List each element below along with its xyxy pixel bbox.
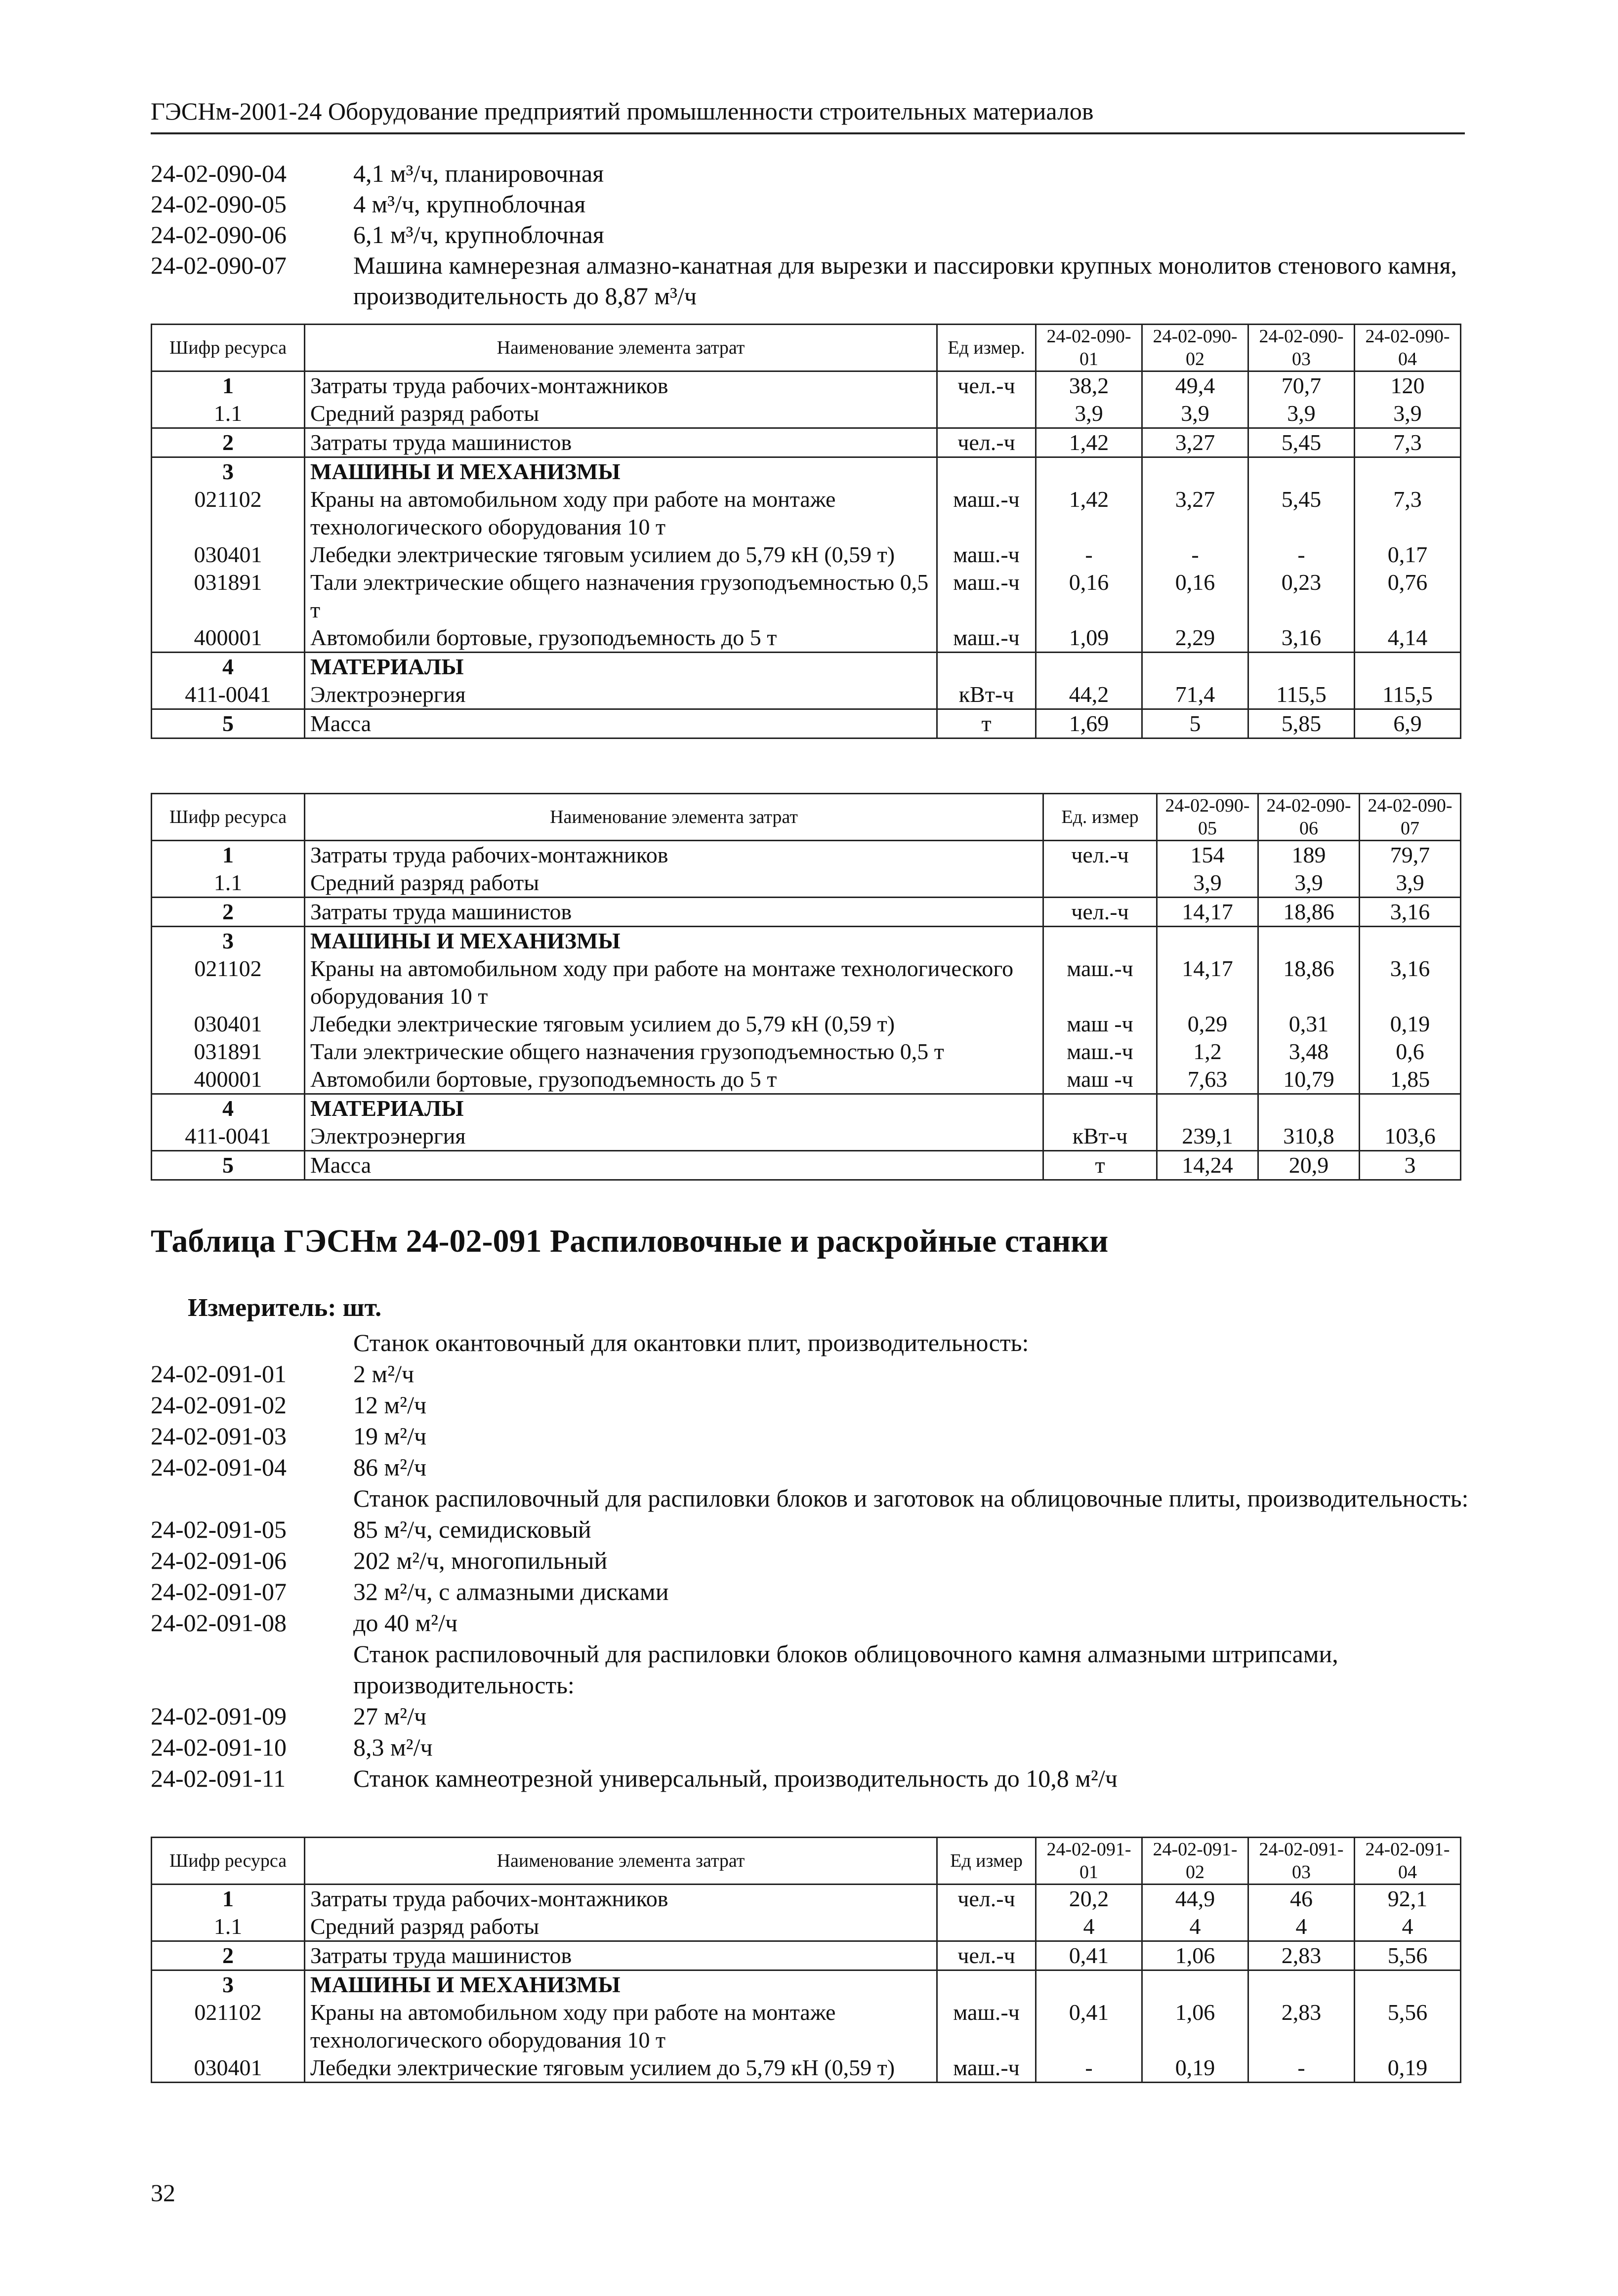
cell: 7,3: [1355, 428, 1461, 457]
cell: 92,1: [1355, 1885, 1461, 1913]
cell: Электроэнергия: [305, 681, 937, 709]
cell: 44,9: [1142, 1885, 1248, 1913]
cell: [1043, 1094, 1157, 1123]
cell: 1.1: [152, 1913, 305, 1941]
table-row: [152, 898, 1461, 927]
cell: 3,9: [1157, 869, 1258, 898]
list-item: [151, 1701, 1475, 1732]
table-row: [152, 1066, 1461, 1094]
table-row: [152, 486, 1461, 541]
cell: маш.-ч: [937, 486, 1036, 541]
section-heading: МАТЕРИАЛЫ: [305, 1094, 1043, 1123]
cell: Средний разряд работы: [305, 869, 1043, 898]
cell: 120: [1355, 371, 1461, 400]
cell: маш.-ч: [1043, 1038, 1157, 1066]
list-item: [151, 1763, 1475, 1794]
list-item: [151, 1327, 1475, 1358]
cell: 115,5: [1355, 681, 1461, 709]
cell: Масса: [305, 1151, 1043, 1180]
item-code: 24-02-091-03: [151, 1422, 287, 1450]
cell: 18,86: [1258, 955, 1360, 1010]
list-item: [151, 1452, 1475, 1483]
cell: 0,16: [1142, 569, 1248, 624]
column-header: Ед. измер: [1043, 794, 1157, 841]
cell: 3,9: [1258, 869, 1360, 898]
list-item: [151, 1576, 1475, 1607]
table-row: [152, 1038, 1461, 1066]
cell: Затраты труда машинистов: [305, 1941, 937, 1970]
column-header: Наименование элемента затрат: [305, 794, 1043, 841]
cell: маш.-ч: [937, 624, 1036, 653]
cell: 3,16: [1360, 955, 1461, 1010]
table-title: Таблица ГЭСНм 24-02-091 Распиловочные и раскройные станки: [151, 1223, 1109, 1259]
cell: 030401: [152, 2054, 305, 2083]
cell: 0,29: [1157, 1010, 1258, 1038]
cell: Масса: [305, 709, 937, 738]
column-header: Наименование элемента затрат: [305, 1838, 937, 1885]
table-row: [152, 457, 1461, 486]
cell: кВт-ч: [937, 681, 1036, 709]
table-row: [152, 400, 1461, 428]
cell: 189: [1258, 841, 1360, 869]
cell: 2: [152, 1941, 305, 1970]
cell: [1142, 1970, 1248, 1999]
cell: -: [1248, 541, 1355, 569]
cell: 400001: [152, 624, 305, 653]
cell: Затраты труда машинистов: [305, 428, 937, 457]
table-header-row: [152, 1838, 1461, 1885]
item-description: Станок распиловочный для распиловки блоков облицовочного камня алмазными штрипсами, производительность:: [353, 1640, 1338, 1699]
cell: 3,27: [1142, 428, 1248, 457]
list-item: [151, 1514, 1475, 1545]
column-header: 24-02-090-02: [1142, 325, 1248, 371]
list-item: [151, 1421, 1475, 1452]
cell: 4: [1142, 1913, 1248, 1941]
cell: 4,14: [1355, 624, 1461, 653]
cell: маш.-ч: [1043, 955, 1157, 1010]
cell: 5,45: [1248, 428, 1355, 457]
item-code: 24-02-091-10: [151, 1733, 287, 1761]
column-header: 24-02-090-05: [1157, 794, 1258, 841]
cell: 103,6: [1360, 1122, 1461, 1151]
cell: маш -ч: [1043, 1066, 1157, 1094]
cell: [1355, 1970, 1461, 1999]
cell: -: [1142, 541, 1248, 569]
section-heading: МАШИНЫ И МЕХАНИЗМЫ: [305, 1970, 937, 1999]
table-row: [152, 1151, 1461, 1180]
cell: 0,76: [1355, 569, 1461, 624]
table-row: [152, 2054, 1461, 2083]
list-item: [151, 219, 1475, 250]
cell: 0,19: [1355, 2054, 1461, 2083]
resource-table-3: [151, 1837, 1461, 2083]
resource-table-1: [151, 324, 1461, 739]
item-code: 24-02-091-02: [151, 1391, 287, 1419]
cell: 2,83: [1248, 1999, 1355, 2054]
cell: чел.-ч: [1043, 841, 1157, 869]
item-description: 12 м²/ч: [353, 1391, 427, 1419]
cell: 4: [1248, 1913, 1355, 1941]
list-item: [151, 158, 1475, 189]
table-header-row: [152, 794, 1461, 841]
cell: 400001: [152, 1066, 305, 1094]
cell: 1,42: [1036, 428, 1142, 457]
cell: 021102: [152, 1999, 305, 2054]
item-code: [151, 1483, 353, 1514]
cell: 3,9: [1355, 400, 1461, 428]
table-row: [152, 1885, 1461, 1913]
cell: [1142, 457, 1248, 486]
cell: 4: [152, 653, 305, 681]
cell: 20,2: [1036, 1885, 1142, 1913]
table-row: [152, 869, 1461, 898]
cell: [1036, 1970, 1142, 1999]
item-code: 24-02-091-04: [151, 1453, 287, 1481]
cell: чел.-ч: [937, 1885, 1036, 1913]
cell: 2: [152, 898, 305, 927]
column-header: Шифр ресурса: [152, 1838, 305, 1885]
cell: 1,06: [1142, 1941, 1248, 1970]
cell: 5,56: [1355, 1941, 1461, 1970]
cell: 1: [152, 841, 305, 869]
list-item: [151, 1607, 1475, 1639]
item-code: 24-02-090-07: [151, 251, 287, 279]
cell: Автомобили бортовые, грузоподъемность до 5 т: [305, 624, 937, 653]
item-description: 6,1 м³/ч, крупноблочная: [353, 221, 604, 248]
cell: [1142, 653, 1248, 681]
item-description: Станок окантовочный для окантовки плит, производительность:: [353, 1329, 1029, 1356]
cell: 5,45: [1248, 486, 1355, 541]
cell: 1,2: [1157, 1038, 1258, 1066]
cell: 1,69: [1036, 709, 1142, 738]
list-item: [151, 1390, 1475, 1421]
cell: 7,63: [1157, 1066, 1258, 1094]
table-row: [152, 1010, 1461, 1038]
cell: 3: [152, 927, 305, 955]
section-heading: МАШИНЫ И МЕХАНИЗМЫ: [305, 457, 937, 486]
list-item: [151, 189, 1475, 219]
table-row: [152, 709, 1461, 738]
item-description: 85 м²/ч, семидисковый: [353, 1516, 591, 1543]
cell: маш.-ч: [937, 541, 1036, 569]
cell: [937, 653, 1036, 681]
code-list-090: [151, 158, 1475, 311]
cell: -: [1036, 2054, 1142, 2083]
cell: -: [1248, 2054, 1355, 2083]
column-header: 24-02-090-06: [1258, 794, 1360, 841]
item-code: 24-02-091-05: [151, 1516, 287, 1543]
cell: 14,17: [1157, 955, 1258, 1010]
list-item: [151, 250, 1475, 311]
cell: 6,9: [1355, 709, 1461, 738]
cell: 7,3: [1355, 486, 1461, 541]
cell: 3,27: [1142, 486, 1248, 541]
table-row: [152, 1094, 1461, 1123]
cell: 031891: [152, 569, 305, 624]
table-row: [152, 541, 1461, 569]
cell: 4: [1355, 1913, 1461, 1941]
cell: [1036, 457, 1142, 486]
column-header: 24-02-091-02: [1142, 1838, 1248, 1885]
cell: 5: [152, 709, 305, 738]
cell: Электроэнергия: [305, 1122, 1043, 1151]
cell: 5: [1142, 709, 1248, 738]
cell: 021102: [152, 486, 305, 541]
cell: т: [1043, 1151, 1157, 1180]
table-row: [152, 1999, 1461, 2054]
item-description: 27 м²/ч: [353, 1702, 427, 1730]
cell: [1355, 457, 1461, 486]
cell: 310,8: [1258, 1122, 1360, 1151]
section-heading: МАШИНЫ И МЕХАНИЗМЫ: [305, 927, 1043, 955]
cell: [937, 1970, 1036, 1999]
cell: 1: [152, 371, 305, 400]
cell: 49,4: [1142, 371, 1248, 400]
code-list-091: [151, 1327, 1475, 1794]
list-item: [151, 1483, 1475, 1514]
table-row: [152, 1941, 1461, 1970]
cell: 031891: [152, 1038, 305, 1066]
table-row: [152, 927, 1461, 955]
cell: 3,16: [1360, 898, 1461, 927]
column-header: 24-02-090-01: [1036, 325, 1142, 371]
item-description: до 40 м²/ч: [353, 1609, 458, 1637]
cell: 0,41: [1036, 1999, 1142, 2054]
table-row: [152, 841, 1461, 869]
cell: Затраты труда рабочих-монтажников: [305, 841, 1043, 869]
cell: 20,9: [1258, 1151, 1360, 1180]
cell: 3: [152, 457, 305, 486]
cell: чел.-ч: [1043, 898, 1157, 927]
cell: 3,9: [1360, 869, 1461, 898]
cell: [1248, 653, 1355, 681]
item-description: Станок распиловочный для распиловки блоков и заготовок на облицовочные плиты, производительность:: [353, 1484, 1469, 1512]
cell: 239,1: [1157, 1122, 1258, 1151]
item-code: [151, 1639, 353, 1701]
cell: Тали электрические общего назначения грузоподъемностью 0,5 т: [305, 1038, 1043, 1066]
cell: Затраты труда рабочих-монтажников: [305, 371, 937, 400]
cell: 0,31: [1258, 1010, 1360, 1038]
item-code: [151, 1327, 353, 1358]
table-row: [152, 1122, 1461, 1151]
cell: 2: [152, 428, 305, 457]
cell: кВт-ч: [1043, 1122, 1157, 1151]
item-code: 24-02-090-05: [151, 190, 287, 218]
cell: 0,17: [1355, 541, 1461, 569]
cell: Тали электрические общего назначения грузоподъемностью 0,5 т: [305, 569, 937, 624]
cell: 3,16: [1248, 624, 1355, 653]
column-header: Наименование элемента затрат: [305, 325, 937, 371]
page-header: ГЭСНм-2001-24 Оборудование предприятий промышленности строительных материалов: [151, 97, 1465, 134]
cell: [1355, 653, 1461, 681]
table-row: [152, 1913, 1461, 1941]
cell: [1043, 927, 1157, 955]
item-description: Станок камнеотрезной универсальный, производительность до 10,8 м²/ч: [353, 1764, 1118, 1792]
cell: [1157, 927, 1258, 955]
table-row: [152, 653, 1461, 681]
cell: 79,7: [1360, 841, 1461, 869]
cell: 3,9: [1036, 400, 1142, 428]
table-row: [152, 681, 1461, 709]
cell: 3,9: [1142, 400, 1248, 428]
cell: 46: [1248, 1885, 1355, 1913]
cell: 115,5: [1248, 681, 1355, 709]
cell: [937, 457, 1036, 486]
column-header: 24-02-091-04: [1355, 1838, 1461, 1885]
cell: 18,86: [1258, 898, 1360, 927]
column-header: 24-02-091-01: [1036, 1838, 1142, 1885]
cell: Краны на автомобильном ходу при работе на монтаже технологического оборудования 10 т: [305, 486, 937, 541]
item-code: 24-02-091-08: [151, 1609, 287, 1637]
cell: 0,19: [1142, 2054, 1248, 2083]
cell: 154: [1157, 841, 1258, 869]
cell: Средний разряд работы: [305, 1913, 937, 1941]
cell: 1,42: [1036, 486, 1142, 541]
cell: 411-0041: [152, 1122, 305, 1151]
column-header: 24-02-091-03: [1248, 1838, 1355, 1885]
column-header: Шифр ресурса: [152, 794, 305, 841]
cell: [1248, 1970, 1355, 1999]
cell: 411-0041: [152, 681, 305, 709]
cell: [1258, 927, 1360, 955]
cell: 44,2: [1036, 681, 1142, 709]
column-header: 24-02-090-07: [1360, 794, 1461, 841]
cell: 3: [152, 1970, 305, 1999]
table-row: [152, 371, 1461, 400]
cell: 1,06: [1142, 1999, 1248, 2054]
cell: [1043, 869, 1157, 898]
cell: чел.-ч: [937, 1941, 1036, 1970]
cell: 70,7: [1248, 371, 1355, 400]
cell: Краны на автомобильном ходу при работе на монтаже технологического оборудования 10 т: [305, 955, 1043, 1010]
cell: 1,09: [1036, 624, 1142, 653]
cell: 2,29: [1142, 624, 1248, 653]
table-row: [152, 1970, 1461, 1999]
cell: 030401: [152, 541, 305, 569]
cell: маш -ч: [1043, 1010, 1157, 1038]
column-header: 24-02-090-03: [1248, 325, 1355, 371]
cell: Затраты труда машинистов: [305, 898, 1043, 927]
list-item: [151, 1358, 1475, 1390]
cell: [1036, 653, 1142, 681]
cell: маш.-ч: [937, 1999, 1036, 2054]
cell: 3,9: [1248, 400, 1355, 428]
cell: 14,17: [1157, 898, 1258, 927]
cell: 5,85: [1248, 709, 1355, 738]
cell: Автомобили бортовые, грузоподъемность до 5 т: [305, 1066, 1043, 1094]
cell: 4: [1036, 1913, 1142, 1941]
cell: 38,2: [1036, 371, 1142, 400]
cell: [1248, 457, 1355, 486]
column-header: Ед измер: [937, 1838, 1036, 1885]
item-description: 8,3 м²/ч: [353, 1733, 433, 1761]
cell: 0,41: [1036, 1941, 1142, 1970]
cell: 0,23: [1248, 569, 1355, 624]
cell: Лебедки электрические тяговым усилием до 5,79 кН (0,59 т): [305, 541, 937, 569]
list-item: [151, 1732, 1475, 1763]
cell: Лебедки электрические тяговым усилием до 5,79 кН (0,59 т): [305, 1010, 1043, 1038]
cell: 71,4: [1142, 681, 1248, 709]
cell: [937, 1913, 1036, 1941]
cell: маш.-ч: [937, 569, 1036, 624]
cell: 1.1: [152, 400, 305, 428]
column-header: 24-02-090-04: [1355, 325, 1461, 371]
cell: [937, 400, 1036, 428]
cell: Лебедки электрические тяговым усилием до 5,79 кН (0,59 т): [305, 2054, 937, 2083]
cell: 030401: [152, 1010, 305, 1038]
cell: 0,19: [1360, 1010, 1461, 1038]
cell: Средний разряд работы: [305, 400, 937, 428]
item-code: 24-02-090-06: [151, 221, 287, 248]
list-item: [151, 1639, 1475, 1701]
cell: т: [937, 709, 1036, 738]
list-item: [151, 1545, 1475, 1576]
item-description: 4,1 м³/ч, планировочная: [353, 160, 604, 187]
item-description: 32 м²/ч, с алмазными дисками: [353, 1578, 669, 1605]
cell: Затраты труда рабочих-монтажников: [305, 1885, 937, 1913]
item-description: 202 м²/ч, многопильный: [353, 1547, 608, 1574]
table-row: [152, 428, 1461, 457]
item-description: 2 м²/ч: [353, 1360, 415, 1388]
item-code: 24-02-091-09: [151, 1702, 287, 1730]
cell: маш.-ч: [937, 2054, 1036, 2083]
resource-table-2: [151, 793, 1461, 1181]
column-header: Ед измер.: [937, 325, 1036, 371]
section-heading: МАТЕРИАЛЫ: [305, 653, 937, 681]
cell: 10,79: [1258, 1066, 1360, 1094]
item-code: 24-02-090-04: [151, 160, 287, 187]
table-row: [152, 569, 1461, 624]
cell: 1,85: [1360, 1066, 1461, 1094]
cell: 1.1: [152, 869, 305, 898]
item-description: Машина камнерезная алмазно-канатная для вырезки и пассировки крупных монолитов стенового камня, производительность до 8,87 м³/ч: [353, 251, 1457, 310]
table-row: [152, 624, 1461, 653]
cell: 5,56: [1355, 1999, 1461, 2054]
cell: 14,24: [1157, 1151, 1258, 1180]
cell: 0,16: [1036, 569, 1142, 624]
item-code: 24-02-091-01: [151, 1360, 287, 1388]
cell: [1258, 1094, 1360, 1123]
cell: чел.-ч: [937, 428, 1036, 457]
cell: чел.-ч: [937, 371, 1036, 400]
page-number: 32: [151, 2179, 175, 2207]
table-header-row: [152, 325, 1461, 371]
cell: [1360, 1094, 1461, 1123]
item-code: 24-02-091-11: [151, 1764, 286, 1792]
item-description: 86 м²/ч: [353, 1453, 427, 1481]
meter-label: Измеритель: шт.: [188, 1294, 382, 1322]
cell: 3,48: [1258, 1038, 1360, 1066]
column-header: Шифр ресурса: [152, 325, 305, 371]
cell: 3: [1360, 1151, 1461, 1180]
item-code: 24-02-091-06: [151, 1547, 287, 1574]
item-description: 4 м³/ч, крупноблочная: [353, 190, 586, 218]
cell: [1360, 927, 1461, 955]
cell: 5: [152, 1151, 305, 1180]
cell: -: [1036, 541, 1142, 569]
cell: [1157, 1094, 1258, 1123]
table-row: [152, 955, 1461, 1010]
item-description: 19 м²/ч: [353, 1422, 427, 1450]
cell: 2,83: [1248, 1941, 1355, 1970]
cell: 4: [152, 1094, 305, 1123]
item-code: 24-02-091-07: [151, 1578, 287, 1605]
cell: 1: [152, 1885, 305, 1913]
cell: Краны на автомобильном ходу при работе на монтаже технологического оборудования 10 т: [305, 1999, 937, 2054]
cell: 021102: [152, 955, 305, 1010]
cell: 0,6: [1360, 1038, 1461, 1066]
